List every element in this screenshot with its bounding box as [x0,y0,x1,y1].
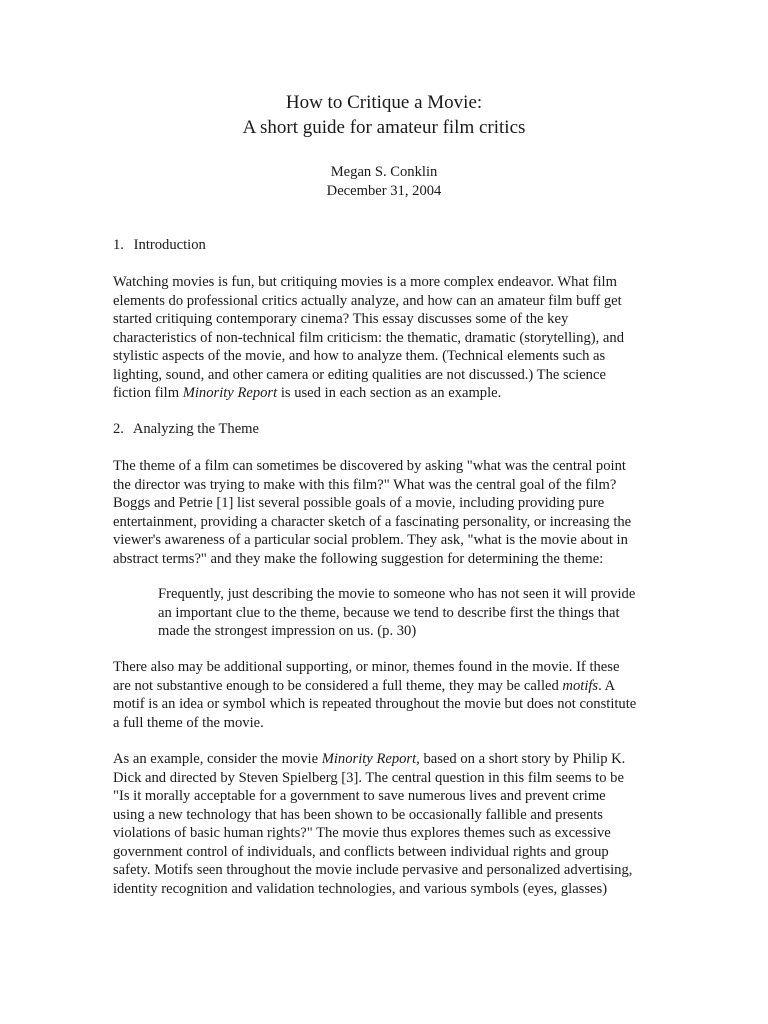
section-heading-introduction [113,236,206,255]
paragraph-line: using a new technology that has been shown to be occasionally fallible and presents [113,806,603,823]
section-heading-theme [113,420,259,439]
quote-line: made the strongest impression on us. (p. 30) [158,623,417,639]
quote-line: an important clue to the theme, because we tend to describe first the things that [158,604,620,621]
text-run: is used in each section as an example. [277,385,502,401]
paragraph-line: The theme of a film can sometimes be discovered by asking "what was the central point [113,458,626,474]
paragraph-line: characteristics of non-technical film criticism: the thematic, dramatic (storytelling), and [113,329,624,346]
text-run: . A [598,677,616,694]
section-title: Introduction [133,237,206,253]
quote-line: Frequently, just describing the movie to someone who has not seen it will provide [158,586,636,602]
emphasis-term: motifs [562,677,599,694]
paragraph-line: Dick and directed by Steven Spielberg [3]. The central question in this film seems to be [113,769,624,786]
paragraph-line: government control of individuals, and conflicts between individual rights and group [113,843,609,860]
author-name: Megan S. Conklin [330,164,438,180]
paragraph-line [113,677,658,696]
paragraph-line: identity recognition and validation technologies, and various symbols (eyes, glasses) [113,880,608,897]
document-title [0,90,768,140]
text-run: are not substantive enough to be considered a full theme, they may be called [113,677,563,694]
paragraph-line: entertainment, providing a character sketch of a fascinating personality, or increasing the [113,513,632,530]
paragraph-line: started critiquing contemporary cinema? This essay discusses some of the key [113,311,569,327]
film-title: Minority Report, [321,751,420,767]
paragraph-line: stylistic aspects of the movie, and how to analyze them. (Technical elements such as [113,348,606,364]
motif-paragraph [113,658,658,732]
title-line-1: How to Critique a Movie: [285,92,483,113]
paragraph-line [113,384,658,403]
text-run: As an example, consider the movie [113,751,322,767]
paragraph-line: There also may be additional supporting, or minor, themes found in the movie. If these [113,659,620,675]
paragraph-line: "Is it morally acceptable for a government to save numerous lives and prevent crime [113,788,606,804]
paragraph-line: the director was trying to make with this film?" What was the central goal of the film? [113,476,617,493]
paragraph-line: motif is an idea or symbol which is repeated throughout the movie but does not constitute [113,696,637,712]
author-block [0,163,768,200]
film-title: Minority Report [182,385,278,401]
paragraph-line: Watching movies is fun, but critiquing movies is a more complex endeavor. What film [113,274,617,290]
introduction-paragraph [113,273,658,403]
block-quote [158,585,658,641]
paragraph-line: abstract terms?" and they make the following suggestion for determining the theme: [113,550,604,567]
paragraph-line [113,750,658,769]
paragraph-line: safety. Motifs seen throughout the movie include pervasive and personalized advertising, [113,862,633,878]
paragraph-line: lighting, sound, and other camera or editing qualities are not discussed.) The science [113,366,606,383]
section-number: 2. [113,421,124,437]
paragraph-line: elements do professional critics actually analyze, and how can an amateur film buff get [113,292,622,309]
text-run: fiction film [113,385,183,401]
paragraph-line: violations of basic human rights?" The movie thus explores themes such as excessive [113,825,611,841]
paragraph-line: viewer's awareness of a particular social problem. They ask, "what is the movie about in [113,532,628,548]
section-title: Analyzing the Theme [132,421,260,437]
paragraph-line: Boggs and Petrie [1] list several possible goals of a movie, including providing pure [113,495,605,511]
section-number: 1. [113,237,124,253]
subtitle-line: A short guide for amateur film critics [242,117,526,138]
paragraph-line: a full theme of the movie. [113,714,264,731]
theme-paragraph [113,457,658,568]
document-date: December 31, 2004 [326,182,442,199]
example-paragraph [113,750,658,898]
text-run: based on a short story by Philip K. [419,751,626,767]
